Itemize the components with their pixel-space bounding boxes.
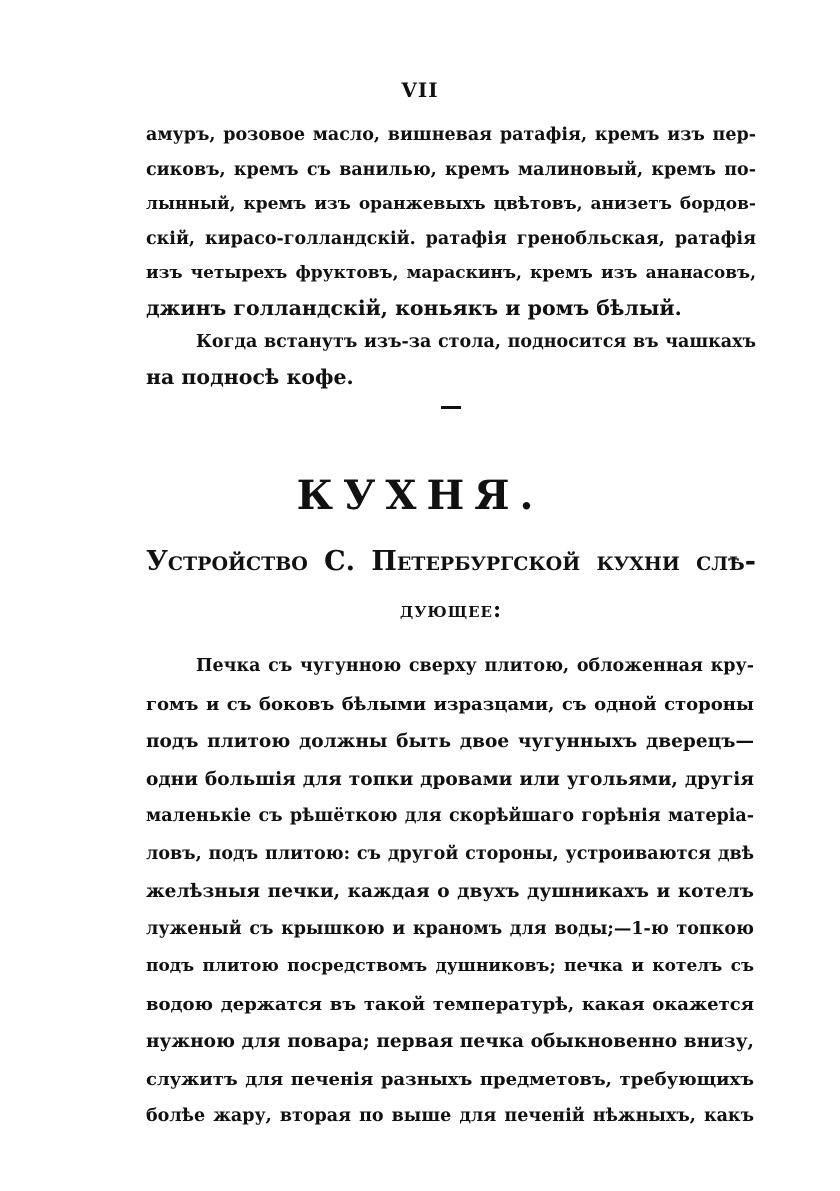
intro-paragraph <box>146 118 756 394</box>
text-line: водою держатся въ такой температурѣ, какая окажется <box>146 993 754 1015</box>
body-paragraph <box>146 648 754 1136</box>
subheading-line: Устройство С. Петербургской кухни слѣ- <box>146 546 756 577</box>
text-line: изъ четырехъ фруктовъ, мараскинъ, кремъ изъ ананасовъ, <box>146 263 756 283</box>
section-subheading <box>146 537 756 633</box>
text-line: одни большія для топки дровами или угольями, другія <box>146 768 754 790</box>
section-title: КУХНЯ. <box>296 472 544 519</box>
text-line: подъ плитою посредствомъ душниковъ; печка и котелъ съ <box>146 956 754 976</box>
text-line: джинъ голландскій, коньякъ и ромъ бѣлый. <box>146 295 682 320</box>
text-line: желѣзныя печки, каждая о двухъ душникахъ и котелъ <box>146 881 754 902</box>
text-line: на подносѣ кофе. <box>146 364 354 389</box>
text-line: лынный, кремъ изъ оранжевыхъ цвѣтовъ, анизетъ бордов- <box>146 194 756 214</box>
text-line: подъ плитою должны быть двое чугунныхъ дверецъ— <box>146 731 754 752</box>
text-line: гомъ и съ боковъ бѣлыми изразцами, съ одной стороны <box>146 693 754 715</box>
text-line: служитъ для печенія разныхъ предметовъ, требующихъ <box>146 1068 754 1090</box>
section-divider <box>441 406 461 409</box>
page-number: VII <box>401 78 439 102</box>
text-line: луженый съ крышкою и краномъ для воды;—1-ю топкою <box>146 918 754 939</box>
text-line: Печка съ чугунною сверху плитою, обложенная кру- <box>196 656 754 676</box>
text-line: ловъ, подъ плитою: съ другой стороны, устроиваются двѣ <box>146 843 754 864</box>
subheading-line: дующее: <box>399 597 503 623</box>
text-line: Когда встанутъ изъ-за стола, подносится въ чашкахъ <box>196 332 756 352</box>
text-line: скій, кирасо-голландскій. ратафія гренобльская, ратафія <box>146 228 756 249</box>
text-line: нужною для повара; первая печка обыкновенно внизу, <box>146 1031 754 1052</box>
text-line: маленькіе съ рѣшёткою для скорѣйшаго горѣнія матеріа- <box>146 806 754 826</box>
text-line: амуръ, розовое масло, вишневая ратафія, кремъ изъ пер- <box>146 125 756 145</box>
text-line: болѣе жару, вторая по выше для печеній нѣжныхъ, какъ <box>146 1106 754 1126</box>
text-line: сиковъ, кремъ съ ванилью, кремъ малиновый, кремъ по- <box>146 159 756 180</box>
